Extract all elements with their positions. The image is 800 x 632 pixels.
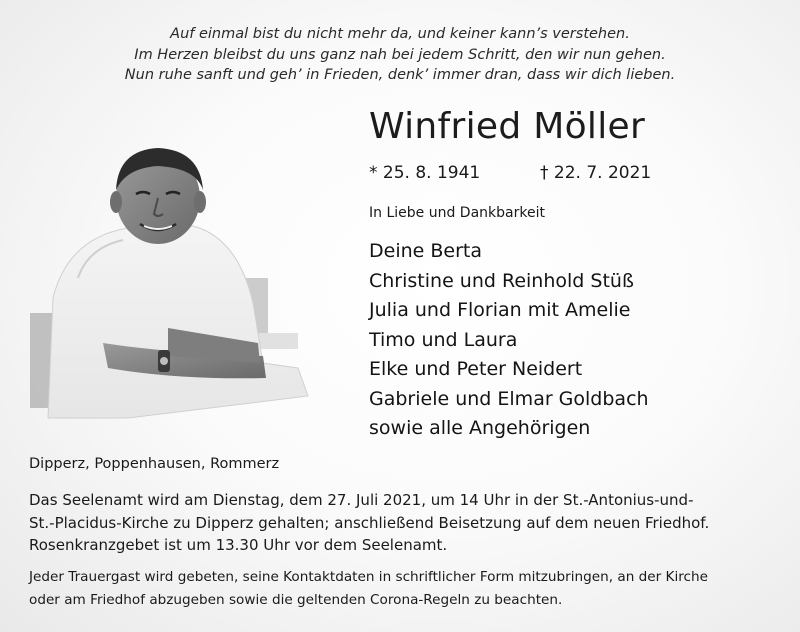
mourner: sowie alle Angehörigen bbox=[369, 417, 591, 439]
mourners-list bbox=[369, 237, 649, 444]
mourner: Timo und Laura bbox=[369, 328, 518, 351]
mourner: Deine Berta bbox=[369, 240, 482, 262]
poem-line: Nun ruhe sanft und geh’ in Frieden, denk’ immer dran, dass wir dich lieben. bbox=[124, 67, 676, 83]
service-line: Rosenkranzgebet ist um 13.30 Uhr vor dem Seelenamt. bbox=[29, 536, 448, 554]
notice-line: oder am Friedhof abzugeben sowie die geltenden Corona-Regeln zu beachten. bbox=[29, 591, 563, 608]
service-line: Das Seelenamt wird am Dienstag, dem 27. Juli 2021, um 14 Uhr in der St.-Antonius-und- bbox=[29, 491, 694, 509]
mourner: Gabriele und Elmar Goldbach bbox=[369, 387, 649, 410]
deceased-name: Winfried Möller bbox=[369, 106, 646, 147]
poem-line: Im Herzen bleibst du uns ganz nah bei jedem Schritt, den wir nun gehen. bbox=[134, 46, 666, 63]
mourner: Christine und Reinhold Stüß bbox=[369, 269, 634, 292]
poem-line: Auf einmal bist du nicht mehr da, und keiner kann’s verstehen. bbox=[170, 26, 630, 42]
notice-line: Jeder Trauergast wird gebeten, seine Kontaktdaten in schriftlicher Form mitzubringen, an der Kirche bbox=[29, 569, 708, 585]
places: Dipperz, Poppenhausen, Rommerz bbox=[29, 456, 280, 472]
mourner: Elke und Peter Neidert bbox=[369, 358, 583, 380]
birth-date: * 25. 8. 1941 bbox=[369, 163, 481, 183]
gratitude-line: In Liebe und Dankbarkeit bbox=[369, 205, 545, 221]
service-line: St.-Placidus-Kirche zu Dipperz gehalten; anschließend Beisetzung auf dem neuen Friedhof. bbox=[29, 513, 710, 532]
corona-notice bbox=[29, 566, 772, 611]
portrait-photo bbox=[8, 128, 338, 428]
poem bbox=[40, 24, 760, 86]
death-date: † 22. 7. 2021 bbox=[540, 163, 652, 183]
service-info bbox=[29, 489, 772, 557]
mourner: Julia und Florian mit Amelie bbox=[369, 299, 631, 321]
